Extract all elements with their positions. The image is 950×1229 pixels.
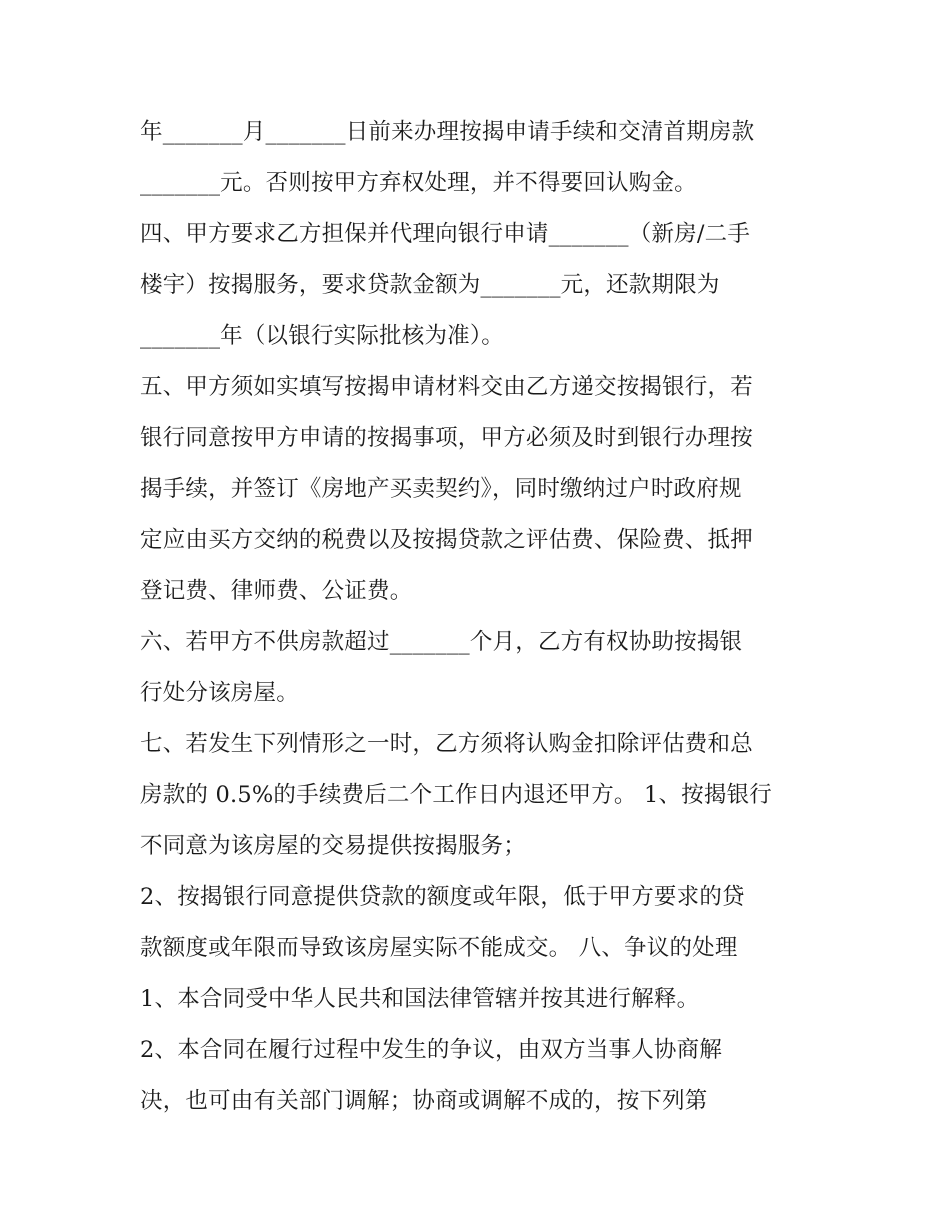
text-line: 楼宇）按揭服务，要求贷款金额为_______元，还款期限为 <box>140 272 720 298</box>
text-line: _______年（以银行实际批核为准）。 <box>140 323 505 349</box>
text-line: 揭手续，并签订《房地产买卖契约》，同时缴纳过户时政府规 <box>140 476 742 502</box>
text-line: 决，也可由有关部门调解；协商或调解不成的，按下列第 <box>140 1088 708 1114</box>
contract-text <box>140 107 820 1127</box>
text-line: 1、本合同受中华人民共和国法律管辖并按其进行解释。 <box>140 986 700 1012</box>
text-line: 年_______月_______日前来办理按揭申请手续和交清首期房款 <box>140 119 755 145</box>
text-line: 四、甲方要求乙方担保并代理向银行申请_______（新房/二手 <box>140 221 751 247</box>
text-line: 五、甲方须如实填写按揭申请材料交由乙方递交按揭银行，若 <box>140 374 753 400</box>
text-line: 不同意为该房屋的交易提供按揭服务； <box>140 833 526 859</box>
text-line: _______元。否则按甲方弃权处理，并不得要回认购金。 <box>140 170 697 196</box>
text-line: 银行同意按甲方申请的按揭事项，甲方必须及时到银行办理按 <box>140 425 753 451</box>
text-line: 2、本合同在履行过程中发生的争议，由双方当事人协商解 <box>140 1037 723 1063</box>
text-line: 登记费、律师费、公证费。 <box>140 578 413 604</box>
text-line: 六、若甲方不供房款超过_______个月，乙方有权协助按揭银 <box>140 629 743 655</box>
text-line: 行处分该房屋。 <box>140 680 299 706</box>
text-line: 2、按揭银行同意提供贷款的额度或年限，低于甲方要求的贷 <box>140 884 745 910</box>
text-line: 定应由买方交纳的税费以及按揭贷款之评估费、保险费、抵押 <box>140 527 753 553</box>
text-line: 款额度或年限而导致该房屋实际不能成交。 八、争议的处理 <box>140 935 738 961</box>
text-line: 七、若发生下列情形之一时，乙方须将认购金扣除评估费和总 <box>140 731 753 757</box>
text-line: 房款的 0.5%的手续费后二个工作日内退还甲方。 1、按揭银行 <box>140 782 772 808</box>
